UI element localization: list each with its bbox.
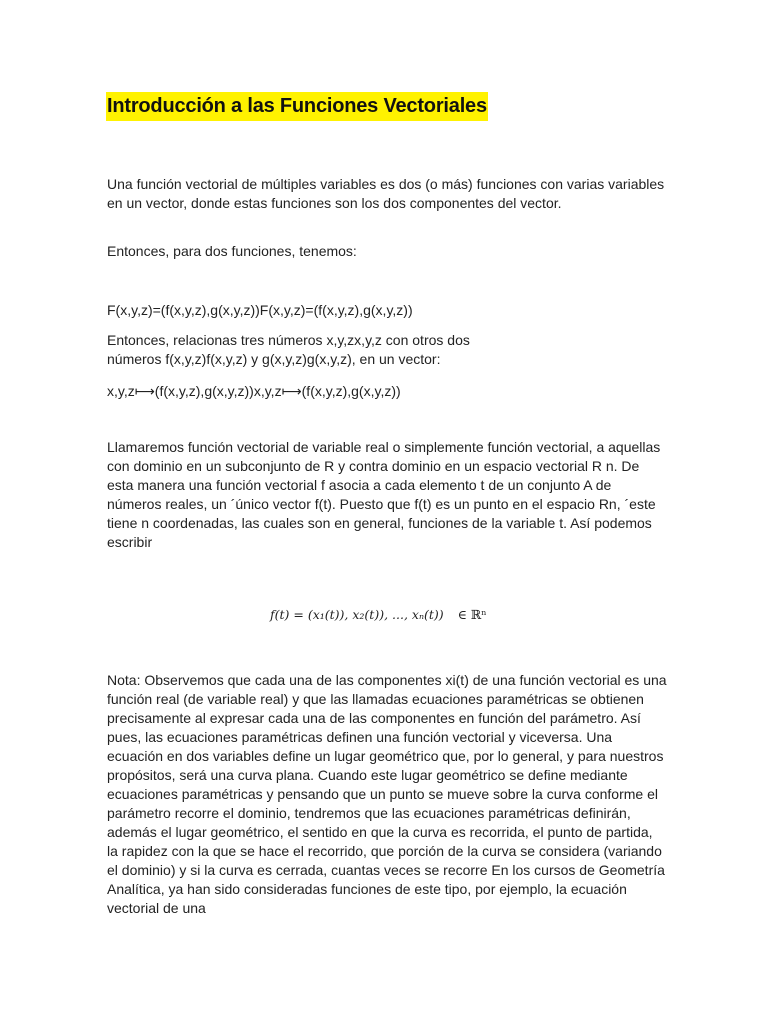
formula-set: ∈ ℝⁿ (457, 607, 487, 622)
relation-line-2: números f(x,y,z)f(x,y,z) y g(x,y,z)g(x,y,z), en un vector: (107, 351, 441, 367)
page-title: Introducción a las Funciones Vectoriales (106, 92, 488, 121)
note-paragraph: Nota: Observemos que cada una de las componentes xi(t) de una función vectorial es una función real (de variable real) y que las llamadas ecuaciones paramétricas se obtienen precisamente al expresar cada una de las componentes en función del parámetro. Así pues, las ecuaciones paramétricas definen una función vectorial y viceversa. Una ecuación en dos variables define un lugar geométrico que, por lo general, y para nuestros propósitos, será una curva plana. Cuando este lugar geométrico se define mediante ecuaciones paramétricas y pensando que un punto se mueve sobre la curva conforme el parámetro recorre el dominio, tendremos que las ecuaciones paramétricas definirán, además el lugar geométrico, el sentido en que la curva es recorrida, el punto de partida, la rapidez con la que se hace el recorrido, que porción de la curva se considera (variando el dominio) y si la curva es cerrada, cuantas veces se recorre En los cursos de Geometría Analítica, ya han sido consideradas funciones de este tipo, por ejemplo, la ecuación vectorial de una (107, 672, 667, 916)
relation-line-1: Entonces, relacionas tres números x,y,zx,y,z con otros dos (107, 332, 470, 348)
formula-expression: f(t) = (x₁(t)), x₂(t)), ..., xₙ(t)) (270, 607, 444, 622)
vector-formula (270, 605, 487, 625)
equation-mapping: x,y,z⟼(f(x,y,z),g(x,y,z))x,y,z⟼(f(x,y,z),g(x,y,z)) (107, 383, 401, 399)
intro-paragraph: Una función vectorial de múltiples variables es dos (o más) funciones con varias variables en un vector, donde estas funciones son los dos componentes del vector. (107, 176, 665, 211)
equation-vector-function: F(x,y,z)=(f(x,y,z),g(x,y,z))F(x,y,z)=(f(x,y,z),g(x,y,z)) (107, 302, 413, 318)
two-functions-paragraph: Entonces, para dos funciones, tenemos: (107, 243, 357, 259)
definition-paragraph: Llamaremos función vectorial de variable real o simplemente función vectorial, a aquellas con dominio en un subconjunto de R y contra dominio en un espacio vectorial R n. De esta manera una función vectorial f asocia a cada elemento t de un conjunto A de números reales, un ´único vector f(t). Puesto que f(t) es un punto en el espacio Rn, ´este tiene n coordenadas, las cuales son en general, funciones de la variable t. Así podemos escribir (107, 439, 661, 550)
